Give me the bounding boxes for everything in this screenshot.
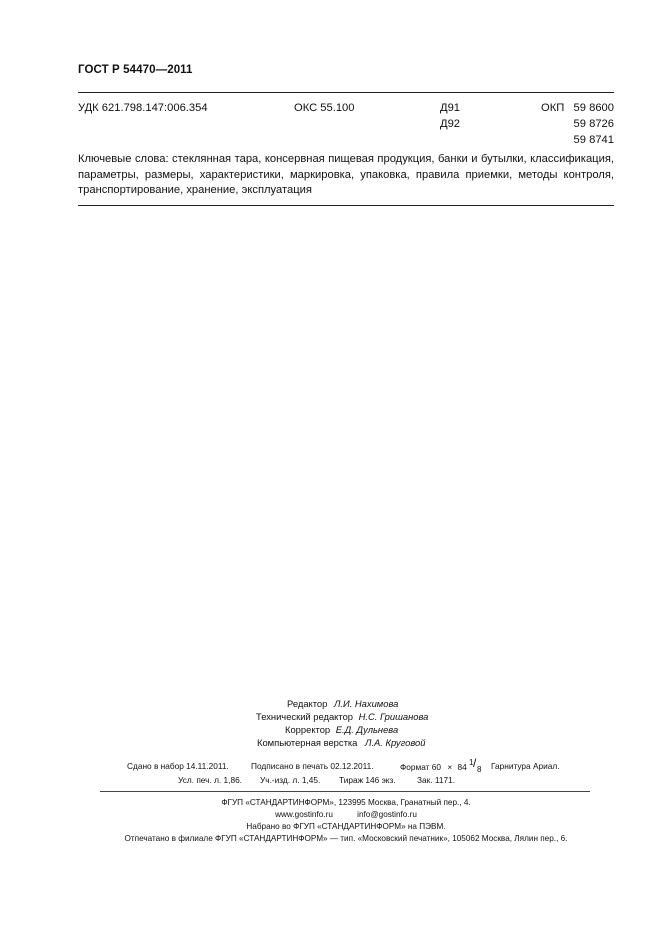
print-sheets: Усл. печ. л. 1,86. (178, 775, 242, 785)
typeset-note: Набрано во ФГУП «СТАНДАРТИНФОРМ» на ПЭВМ. (246, 822, 446, 831)
corrector-name: Е.Д. Дульнева (335, 724, 399, 735)
standard-number: ГОСТ Р 54470—2011 (78, 64, 193, 76)
pub-sheets: Уч.-изд. л. 1,45. (260, 775, 321, 785)
okp-label: ОКП (541, 102, 565, 114)
format-times: × (447, 762, 453, 772)
format-fraction (469, 756, 483, 774)
editor-line (287, 697, 398, 711)
printed-note: Отпечатано в филиале ФГУП «СТАНДАРТИНФОРМ» — тип. «Московский печатник», 105062 Москва, Лялин пер., 6. (124, 834, 568, 843)
okp-code-1: 59 8600 (573, 102, 614, 114)
publisher-contacts (78, 809, 614, 821)
fraction-slash-icon: / (473, 756, 477, 770)
format (400, 756, 483, 774)
print-run: Тираж 146 экз. (339, 775, 396, 785)
publisher-address: ФГУП «СТАНДАРТИНФОРМ», 123995 Москва, Гранатный пер., 4. (221, 798, 471, 807)
format-denominator: 8 (477, 765, 482, 774)
okp-code-2: 59 8726 (573, 118, 614, 130)
corrector-label: Корректор (285, 724, 331, 735)
d-code-1: Д91 (440, 102, 461, 114)
keywords-line: Ключевые слова: стеклянная тара, консервная пищевая продукция, банки и бутылки, классификация, (78, 153, 614, 165)
tech-editor-name: Н.С. Гришанова (358, 711, 429, 722)
order-number: Зак. 1171. (417, 775, 456, 785)
editor-name: Л.И. Нахимова (333, 698, 399, 709)
format-numerator: 1 (469, 758, 474, 767)
keywords-block (78, 152, 614, 199)
oks-code: ОКС 55.100 (294, 102, 355, 114)
keywords-line: транспортирование, хранение, эксплуатация (78, 184, 312, 196)
layout-line (257, 736, 425, 750)
publisher-web-link[interactable]: www.gostinfo.ru (275, 810, 333, 819)
tech-editor-label: Технический редактор (256, 711, 354, 722)
keywords-line: параметры, размеры, характеристики, маркировка, упаковка, правила приемки, методы контроля, (78, 168, 614, 181)
signed-date: Подписано в печать 02.12.2011. (251, 761, 374, 771)
imprint-rule (100, 791, 590, 792)
okp-code-3: 59 8741 (573, 134, 614, 146)
layout-label: Компьютерная верстка (257, 737, 358, 748)
d-code-2: Д92 (440, 118, 461, 130)
editor-label: Редактор (287, 698, 328, 709)
tech-editor-line (256, 710, 428, 724)
publisher-email-link[interactable]: info@gostinfo.ru (357, 810, 417, 819)
format-84: 84 (457, 762, 467, 772)
typeface: Гарнитура Ариал. (491, 761, 560, 771)
corrector-line (285, 723, 398, 737)
top-rule (78, 92, 614, 93)
submitted-date: Сдано в набор 14.11.2011. (127, 761, 229, 771)
layout-name: Л.А. Круговой (365, 737, 426, 748)
keywords-rule (78, 205, 614, 206)
udk-code: УДК 621.798.147:006.354 (78, 102, 208, 114)
format-label: Формат 60 (400, 762, 442, 772)
